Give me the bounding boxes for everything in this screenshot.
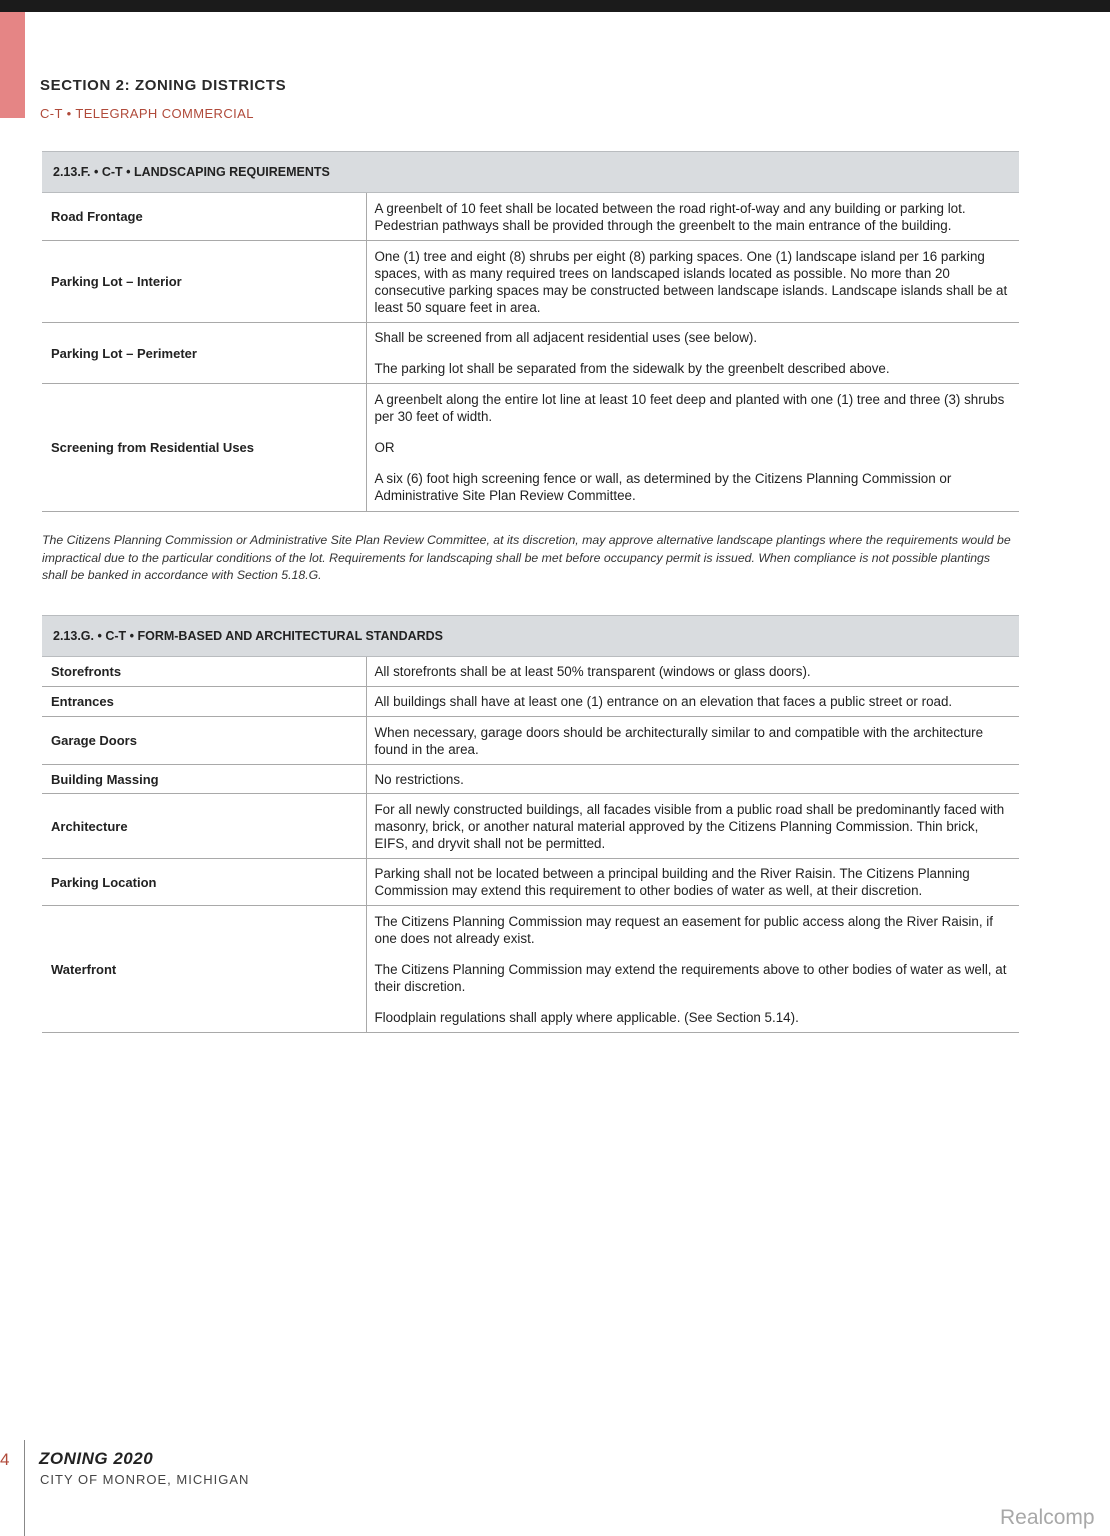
form-based-standards-table xyxy=(42,615,1019,1033)
requirement-text: A six (6) foot high screening fence or wall, as determined by the Citizens Planning Commission or Administrative Site Plan Review Committee. xyxy=(374,471,952,503)
table-row xyxy=(42,794,1019,859)
table-row xyxy=(42,241,1019,323)
landscaping-requirements-table xyxy=(42,151,1019,512)
requirement-text: A greenbelt along the entire lot line at least 10 feet deep and planted with one (1) tree and three (3) shrubs per 30 feet of width. xyxy=(374,392,1005,424)
accent-tab xyxy=(0,12,25,118)
requirement-text: The parking lot shall be separated from the sidewalk by the greenbelt described above. xyxy=(374,361,890,376)
requirement-text: Floodplain regulations shall apply where applicable. (See Section 5.14). xyxy=(374,1009,799,1025)
top-bar xyxy=(0,0,1110,12)
section-title: SECTION 2: ZONING DISTRICTS xyxy=(40,77,287,94)
row-label: Garage Doors xyxy=(42,717,366,765)
page-number: 4 xyxy=(0,1450,10,1469)
requirement-text: The Citizens Planning Commission may request an easement for public access along the River Raisin, if one does not already exist. xyxy=(374,913,993,946)
row-label: Waterfront xyxy=(42,906,366,1033)
requirement-text: When necessary, garage doors should be architecturally similar to and compatible with the architecture found in the area. xyxy=(374,724,984,757)
table-row xyxy=(42,906,1019,1033)
row-label: Parking Location xyxy=(42,859,366,906)
row-requirement xyxy=(366,323,1019,384)
table-row xyxy=(42,384,1019,512)
row-requirement xyxy=(366,384,1019,512)
footer-city: CITY OF MONROE, MICHIGAN xyxy=(40,1472,250,1487)
footer-divider xyxy=(24,1440,25,1536)
requirement-text: For all newly constructed buildings, all facades visible from a public road shall be predominantly faced with masonry, brick, or another natural material approved by the Citizens Planning Commission. Thin brick, EIFS, and dryvit shall not be permitted. xyxy=(374,801,1005,851)
footer-title: ZONING 2020 xyxy=(39,1449,154,1468)
requirement-text: No restrictions. xyxy=(374,771,464,787)
row-label: Parking Lot – Perimeter xyxy=(42,323,366,384)
row-requirement xyxy=(366,193,1019,241)
row-requirement xyxy=(366,859,1019,906)
requirement-text: All buildings shall have at least one (1) entrance on an elevation that faces a public street or road. xyxy=(374,694,953,709)
row-requirement xyxy=(366,765,1019,794)
table-row xyxy=(42,765,1019,794)
row-requirement xyxy=(366,687,1019,717)
row-label: Screening from Residential Uses xyxy=(42,384,366,512)
table-row xyxy=(42,193,1019,241)
row-label: Architecture xyxy=(42,794,366,859)
row-label: Storefronts xyxy=(42,657,366,687)
requirement-text: Parking shall not be located between a principal building and the River Raisin. The Citizens Planning Commission may extend this requirement to other bodies of water as well, at their discretion. xyxy=(374,866,970,898)
district-subtitle: C-T • TELEGRAPH COMMERCIAL xyxy=(40,106,254,121)
row-label: Entrances xyxy=(42,687,366,717)
landscaping-note: The Citizens Planning Commission or Administrative Site Plan Review Committee, at its discretion, may approve alternative landscape plantings where the requirements would be impractical due to the particular conditions of the lot. Requirements for landscaping shall be met before occupancy permit is issued. When compliance is not possible plantings shall be banked in accordance with Section 5.18.G. xyxy=(42,533,1011,582)
row-requirement xyxy=(366,794,1019,859)
requirement-text: Shall be screened from all adjacent residential uses (see below). xyxy=(374,330,758,345)
row-label: Building Massing xyxy=(42,765,366,794)
row-requirement xyxy=(366,906,1019,1033)
watermark: Realcomp xyxy=(1000,1506,1095,1529)
row-label: Parking Lot – Interior xyxy=(42,241,366,323)
row-requirement xyxy=(366,717,1019,765)
requirement-text: The Citizens Planning Commission may extend the requirements above to other bodies of water as well, at their discretion. xyxy=(374,961,1007,994)
requirement-text: All storefronts shall be at least 50% transparent (windows or glass doors). xyxy=(374,664,811,679)
requirement-text: OR xyxy=(374,440,395,455)
requirement-text: A greenbelt of 10 feet shall be located between the road right-of-way and any building or parking lot. Pedestrian pathways shall be provided through the greenbelt to the main entrance of the building. xyxy=(374,200,966,233)
row-label: Road Frontage xyxy=(42,193,366,241)
row-requirement xyxy=(366,241,1019,323)
table-row xyxy=(42,687,1019,717)
table-row xyxy=(42,717,1019,765)
table-row xyxy=(42,657,1019,687)
requirement-text: One (1) tree and eight (8) shrubs per eight (8) parking spaces. One (1) landscape island per 16 parking spaces, with as many required trees on landscaped islands located as possible. No more than 20 consecutive parking spaces may be constructed between landscape islands. Landscape islands shall be at least 50 square feet in area. xyxy=(374,248,1008,315)
table-row xyxy=(42,859,1019,906)
table-title: 2.13.G. • C-T • FORM-BASED AND ARCHITECTURAL STANDARDS xyxy=(42,616,1019,657)
table-row xyxy=(42,323,1019,384)
row-requirement xyxy=(366,657,1019,687)
table-title: 2.13.F. • C-T • LANDSCAPING REQUIREMENTS xyxy=(42,152,1019,193)
